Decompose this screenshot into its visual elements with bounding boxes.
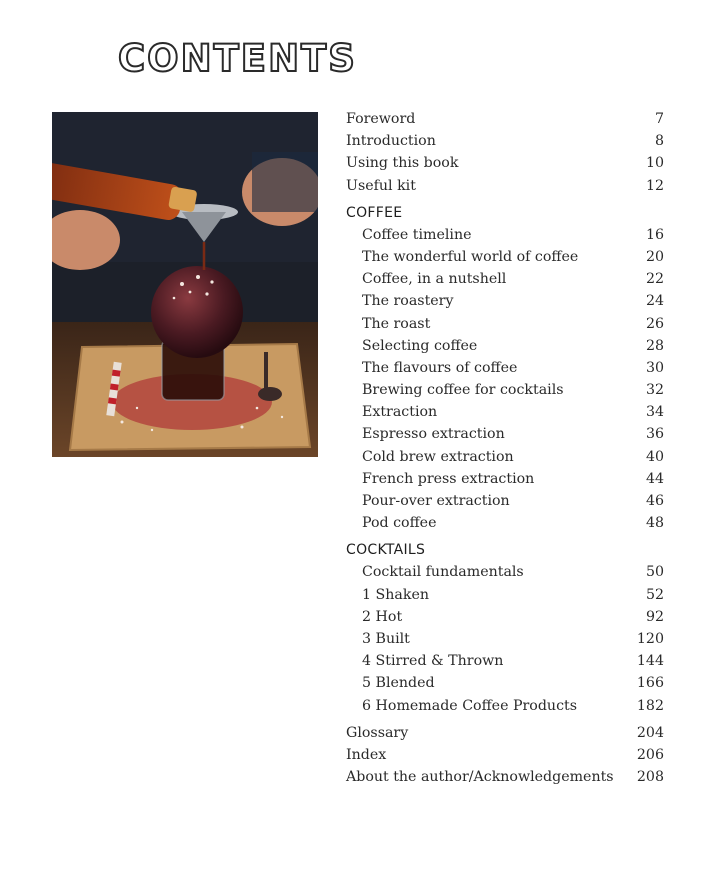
toc-entry-page: 204 — [636, 724, 664, 741]
toc-entry-label: 1 Shaken — [362, 586, 429, 603]
toc-entry-label: The roastery — [362, 293, 454, 310]
toc-entry[interactable] — [346, 401, 664, 423]
toc-entry-page: 92 — [645, 608, 664, 625]
toc-entry-label: 6 Homemade Coffee Products — [362, 697, 577, 714]
section-heading-coffee: COFFEE — [346, 204, 403, 221]
toc-entry-label: Espresso extraction — [362, 426, 505, 443]
toc-entry-page: 16 — [645, 226, 664, 243]
toc-entry-label: Extraction — [362, 404, 438, 421]
cocktail-photo — [52, 112, 318, 457]
toc-entry[interactable] — [346, 108, 664, 130]
toc-entry-label: The wonderful world of coffee — [362, 248, 579, 265]
toc-entry-page: 7 — [654, 111, 664, 127]
toc-entry[interactable] — [346, 561, 664, 583]
toc-entry[interactable] — [346, 606, 664, 628]
toc-entry[interactable] — [346, 423, 664, 445]
toc-entry-page: 10 — [645, 155, 664, 172]
toc-entry[interactable] — [346, 446, 664, 468]
toc-entry-label: Cocktail fundamentals — [362, 564, 524, 581]
toc-entry[interactable] — [346, 224, 664, 246]
toc-entry[interactable] — [346, 246, 664, 268]
toc-entry[interactable] — [346, 744, 664, 766]
toc-entry[interactable] — [346, 313, 664, 335]
toc-entry-label: Foreword — [346, 111, 416, 127]
toc-entry-label: Brewing coffee for cocktails — [362, 382, 564, 399]
toc-entry-label: Index — [346, 746, 387, 763]
toc-entry-label: Pour-over extraction — [362, 493, 510, 509]
toc-entry-label: Coffee timeline — [362, 226, 472, 243]
toc-entry-page: 8 — [654, 133, 664, 150]
toc-entry-page: 44 — [645, 470, 664, 487]
toc-entry-page: 144 — [636, 653, 664, 670]
toc-entry[interactable] — [346, 175, 664, 197]
toc-entry-label: Pod coffee — [362, 515, 437, 532]
toc-entry-label: Cold brew extraction — [362, 448, 514, 465]
toc-entry-page: 50 — [645, 564, 664, 581]
toc-entry-page: 52 — [645, 586, 664, 603]
toc-entry-page: 34 — [645, 404, 664, 421]
toc-entry[interactable] — [346, 672, 664, 694]
toc-entry-page: 120 — [636, 630, 664, 647]
toc-entry-page: 24 — [645, 293, 664, 310]
toc-entry-label: Selecting coffee — [362, 337, 478, 354]
toc-entry-page: 28 — [645, 337, 664, 354]
toc-entry-page: 48 — [645, 515, 664, 532]
page-title: CONTENTS — [118, 37, 357, 80]
toc-entry-label: About the author/Acknowledgements — [346, 769, 614, 786]
toc-entry[interactable] — [346, 152, 664, 174]
toc-entry[interactable] — [346, 357, 664, 379]
toc-entry[interactable] — [346, 290, 664, 312]
toc-entry-label: Glossary — [346, 724, 409, 741]
table-of-contents — [346, 108, 664, 788]
toc-entry-label: Useful kit — [346, 177, 416, 194]
toc-entry-page: 20 — [645, 248, 664, 265]
toc-entry[interactable] — [346, 584, 664, 606]
toc-entry-page: 12 — [645, 177, 664, 194]
toc-entry-page: 166 — [636, 675, 664, 692]
toc-entry-label: The flavours of coffee — [362, 359, 518, 376]
toc-entry[interactable] — [346, 695, 664, 717]
toc-entry-page: 208 — [636, 769, 664, 786]
toc-entry[interactable] — [346, 628, 664, 650]
toc-entry[interactable] — [346, 490, 664, 512]
toc-entry-page: 46 — [645, 493, 664, 509]
toc-entry[interactable] — [346, 766, 664, 788]
toc-entry-page: 30 — [645, 359, 664, 376]
toc-entry[interactable] — [346, 512, 664, 534]
toc-entry[interactable] — [346, 468, 664, 490]
toc-entry-label: The roast — [362, 315, 431, 332]
toc-entry-label: French press extraction — [362, 470, 535, 487]
toc-entry-label: Using this book — [346, 155, 459, 172]
section-heading-cocktails: COCKTAILS — [346, 542, 426, 559]
toc-entry-label: 3 Built — [362, 630, 410, 647]
toc-entry-label: Introduction — [346, 133, 436, 150]
toc-entry-label: 4 Stirred & Thrown — [362, 653, 504, 670]
toc-entry-page: 36 — [645, 426, 664, 443]
toc-entry[interactable] — [346, 379, 664, 401]
toc-entry[interactable] — [346, 650, 664, 672]
toc-entry-label: Coffee, in a nutshell — [362, 271, 507, 288]
toc-entry-page: 40 — [645, 448, 664, 465]
toc-entry-label: 5 Blended — [362, 675, 435, 692]
toc-entry-page: 32 — [645, 382, 664, 399]
toc-entry-page: 206 — [636, 746, 664, 763]
toc-entry[interactable] — [346, 268, 664, 290]
toc-entry[interactable] — [346, 335, 664, 357]
toc-entry-page: 182 — [636, 697, 664, 714]
toc-entry-label: 2 Hot — [362, 608, 403, 625]
toc-entry[interactable] — [346, 130, 664, 152]
toc-entry-page: 22 — [645, 271, 664, 288]
toc-entry[interactable] — [346, 722, 664, 744]
toc-entry-page: 26 — [645, 315, 664, 332]
